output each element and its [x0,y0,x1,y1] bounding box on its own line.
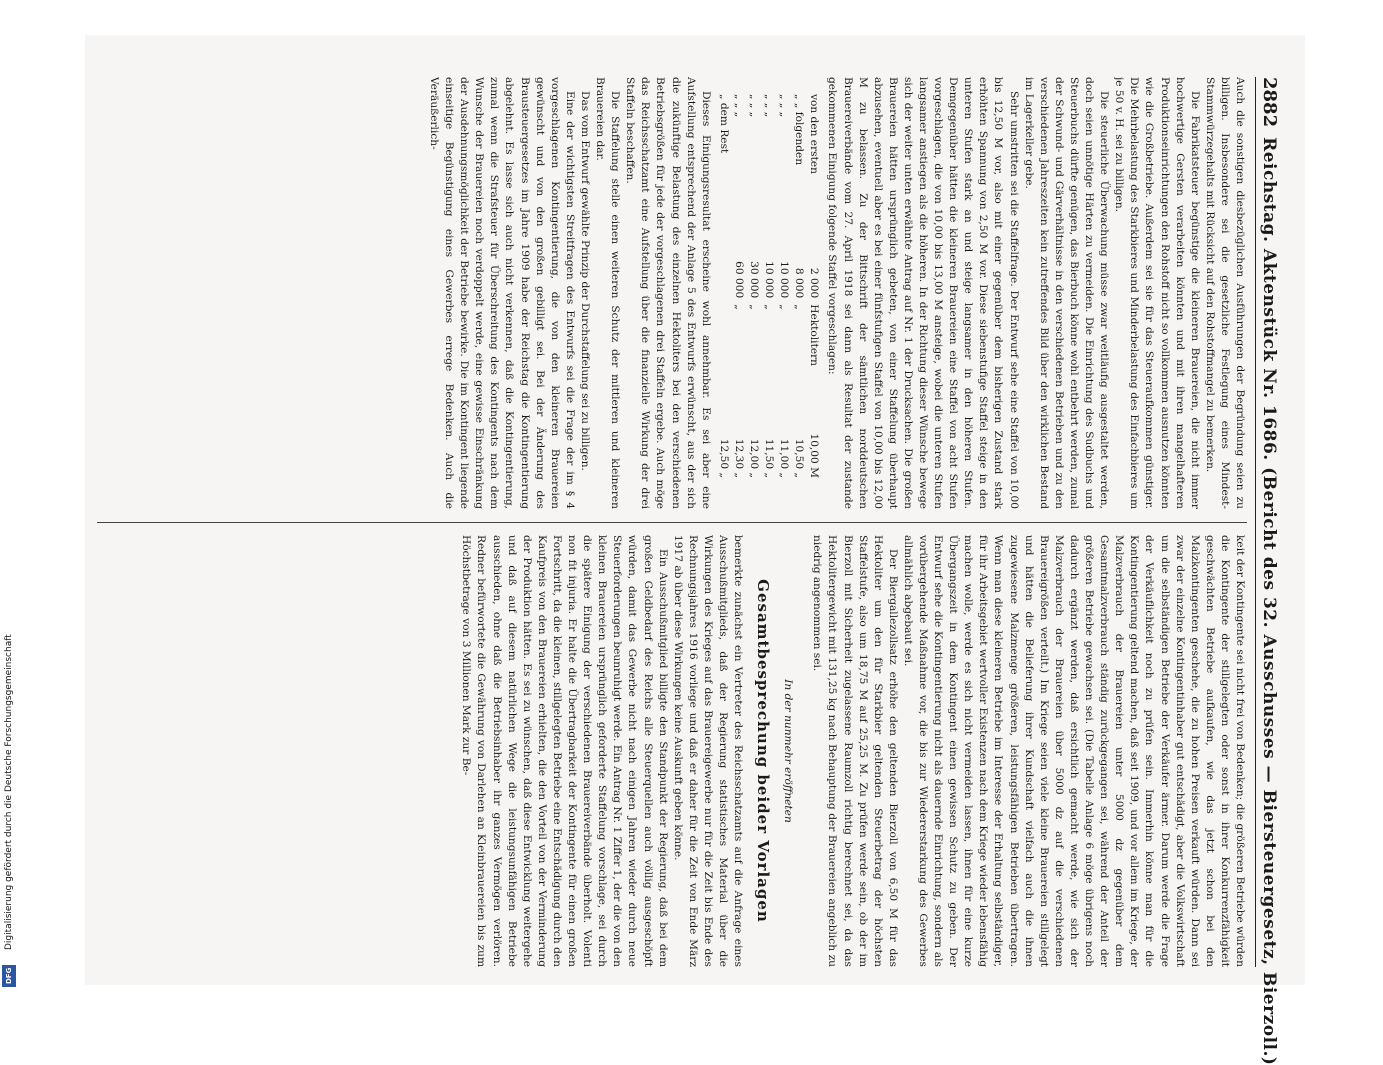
paragraph: Die Staffelung stelle einen weiteren Schutz der mittleren und kleineren Brauereien dar. [594,77,622,509]
staffel-label: „ „ folgenden [793,94,806,166]
staffel-amount: 30 000 [748,261,760,299]
rotated-page-content [88,77,1283,1065]
paragraph: Sehr umstritten sei die Staffelfrage. Der Entwurf sehe eine Staffel von 10,00 bis 12,50 M vor, also mit einer gegenüber dem bisherigen Zustand stark erhöhten Spannung von 2,50 M vor. Diese siebenstufige Staffel steige in den unteren Stufen stark an und steige langsamer in den höheren Stufen. Demgegenüber hätten die kleineren Brauereien eine Staffel von acht Stufen vorgeschlagen, die von 10,00 bis 13,00 M ansteige, wobei die unteren Stufen langsamer anstiegen als die höheren. In der Richtung dieser Wünsche bewege sich der weiter unten erwähnte Antrag auf Nr. 1 der Drucksachen. Die großen Brauereien hätten ursprünglich gebeten, von einer Staffelung überhaupt abzusehen, eventuell aber es bei einer fünfstufigen Staffel von 10,00 bis 12,00 M zu belassen. Zu der Bittschrift der sämtlichen norddeutschen Brauereiverbände vom 27. April 1918 sei dann als Resultat der zustande gekommenen Einigung folgende Staffel vorgeschlagen: [826,77,1020,509]
paragraph: Dieses Einigungsresultat erscheine wohl annehmbar. Es sei aber eine Aufstellung entsprechend der Anlage 5 des Entwurfs erwünscht, aus der sich die zukünftige Belastung des einzelnen Hektoliters bei den verschiedenen Betriebsgrößen für jede der vorgeschlagenen drei Staffeln ergebe. Auch möge das Reichsschatzamt eine Aufstellung über die finanzielle Wirkung der drei Staffeln beschaffen. [624,77,712,509]
staffel-row [791,91,806,481]
staffel-amount [716,235,731,301]
staffel-amount: 2 000 [808,267,821,299]
credit-text: Digitalisierung gefördert durch die Deutsche Forschungsgemeinschaft [4,634,14,950]
staffel-unit [716,301,731,415]
dfg-logo: DFG [2,965,16,987]
staffel-rate: 10,50 „ [793,438,806,478]
staffel-amount: 8 000 [793,267,806,299]
staffel-rate: 11,00 „ [778,438,791,478]
staffel-row [806,91,821,481]
paragraph: keit der Kontingente sei nicht frei von Bedenken; die größeren Betriebe würden die Kontingente der stillgelegten oder sonst in ihrer Konkurrenzfähigkeit geschwächten Betriebe aufkaufen, wie das jetzt schon bei den Malzkontingenten geschehe, die zu hohen Preisen verkauft würden. Dann sei zwar der einzelne Kontingentinhaber gut entschädigt, aber die Volkswirtschaft um die selbständigen Betriebe der Verkäufer ärmer. Darum werde die Frage der Verkäuflichkeit noch zu prüfen sein. Immerhin könne man für die Kontingentierung geltend machen, daß seit 1909, und vor allem im Kriege, der Malzverbrauch der Brauereien unter 5000 dz gegenüber dem Gesamtmalzverbrauch ständig zurückgegangen sei, während der Anteil der größeren Betriebe gewachsen sei. (Die Tabelle Anlage 6 möge übrigens noch dadurch ergänzt werden, daß ersichtlich gemacht werde, wie sich der Malzverbrauch der Brauereien über 5000 dz auf die verschiedenen Brauereigrößen verteilt.) Im Kriege seien viele kleine Brauereien stillgelegt und hätten die Belieferung ihrer Kundschaft vielfach auch die ihnen zugewiesene Malzmenge größeren, leistungsfähigen Betrieben übertragen. Wenn man diese kleineren Betriebe im Interesse der Erhaltung selbständiger, für ihr Arbeitsgebiet wertvoller Existenzen nach dem Kriege wieder lebensfähig machen wolle, werde es sich nicht vermeiden lassen, ihnen für eine kurze Übergangszeit in dem Kontingent einen gewissen Schutz zu geben. Der Entwurf sehe die Kontingentierung nicht als dauernde Einrichtung, sondern als vorübergehende Maßnahme vor, die bis zur Wiedererstarkung des Gewerbes allmählich abgebaut sei. [901,535,1246,967]
staffel-unit: „ [778,304,791,310]
staffel-unit: Hektolitern [808,304,821,366]
staffel-label: „ dem Rest [717,94,730,154]
staffel-label: von den ersten [808,94,821,174]
page-header [1255,77,1283,1065]
paragraph: bemerkte zunächst ein Vertreter des Reichsschatzamts auf die Anfrage eines Ausschußmitglieds, daß der Regierung statistisches Material über die Wirkungen des Krieges auf das Brauereigewerbe nur für die Zeit bis Ende des Rechnungsjahres 1916 vorliege und daß er daher für die Zeit von Ende März 1917 ab über diese Wirkungen keine Auskunft geben könne. [671,535,745,967]
staffel-amount: 10 000 [763,261,776,299]
left-column [92,77,1247,509]
staffel-label: „ „ „ [778,94,791,118]
staffel-label: „ „ „ [748,94,760,118]
paragraph: Die Fabrikatsteuer begünstige die kleineren Brauereien, die nicht immer hochwertige Gersten verarbeiten könnten und mit ihren mangelhafteren Produktionseinrichtungen den Rohstoff nicht so vollkommen ausnutzen könnten wie die Großbetriebe. Außerdem sei sie für das Steueraufkommen günstiger. Die Mehrbelastung des Starkbieres und Minderbelastung des Einfachbieres um je 50 v. H. sei zu billigen. [1113,77,1201,509]
staffel-table [716,91,822,481]
paragraph: Ein Ausschußmitglied billigte den Standpunkt der Regierung, daß bei dem großen Geldbedarf des Reichs alle Steuerquellen auch völlig ausgeschöpft würden, damit das Gewerbe nicht nach einigen Jahren wieder durch neue Steuerforderungen beunruhigt werde. Ein Antrag Nr. 1 Ziffer 1, der die von den kleinen Brauereien ursprünglich geforderte Staffelung vorschlage, sei durch die spätere Einigung der verschiedenen Brauereiverbände überholt. Volenti non fit injuria. Er halte die Übertragbarkeit der Kontingente für einen großen Fortschritt, da die kleinen, stillgelegten Betriebe eine Entschädigung durch den Kaufpreis von den Brauereien erhielten, die den Vorteil von der Verminderung der Produktion hätten. Es sei zu wünschen, daß diese Entwicklung weitergehe und daß auf diesem natürlichen Wege die leistungsunfähigen Betriebe ausschieden, ohne daß die Betriebsinhaber ihr ganzes Vermögen verlören. Redner befürwortete die Gewährung von Darlehen an Kleinbrauereien bis zum Höchstbetrage von 3 Millionen Mark zur Be- [460,535,669,967]
paragraph: Eine der wichtigsten Streitfragen des Entwurfs sei die Frage der im § 4 vorgeschlagenen Kontingentierung, die von den kleineren Brauereien gewünscht und von den großen gebilligt sei. Bei der Änderung des Brausteuergesetzes im Jahre 1909 habe der Reichstag die Kontingentierung abgelehnt. Es lasse sich auch nicht verkennen, daß die Kontingentierung, zumal wenn die Strafsteuer für Überschreitung des Kontingents nach dem Wunsche der Brauereien noch verdoppelt werde, eine gewisse Einschränkung der Ausdehnungsmöglichkeit der Betriebe bewirke. Die im Kontingent liegende einseitige Begünstigung eines Gewerbes errege Bedenken. Auch die Veräußerlich- [428,77,576,509]
paragraph: Der Biergallezollsatz erhöhe den geltenden Bierzoll von 6,50 M für das Hektoliter um den für Starkbier geltenden Steuerbetrag der höchsten Staffelstufe, also um 18,75 M auf 25,25 M. Zu prüfen werde sein, ob der im Bierzoll mit Sicherheit zugelassene Raumzoll richtig berechnet sei, da das Hektolitergewicht mit 131,25 kg nach Behauptung der Brauereien angeblich zu niedrig angenommen sei. [811,535,899,967]
staffel-unit: „ [732,304,745,310]
staffel-amount: 10 000 [778,261,791,299]
staffel-label: „ „ „ [732,94,745,118]
column-divider [97,522,1247,523]
paragraph: Auch die sonstigen diesbezüglichen Ausführungen der Begründung seien zu billigen. Insbesondere sei die gesetzliche Festlegung eines Mindest-Stammwürzegehalts mit Rücksicht auf den Rohstoffmangel zu bemerken. [1203,77,1246,509]
staffel-rate: 12,30 „ [732,438,745,478]
paragraph: Die steuerliche Überwachung müsse zwar weitläufig ausgestaltet werden, doch seien unnötige Härten zu vermeiden. Die Einrichtung des Sudbuchs und Steuerbuchs dürfte genügen, das Bierbuch könne wohl entbehrt werden, zumal der Schwund- und Gärverhältnisse in den verschiedenen Betrieben und zu den verschiedenen Jahreszeiten kein zutreffendes Bild über den wirklichen Bestand im Lagerkeller gebe. [1022,77,1111,509]
staffel-rate: 10,00 M [808,433,821,478]
staffel-row [731,91,746,481]
staffel-rate: 11,50 „ [763,438,776,478]
staffel-unit: „ [763,304,776,310]
staffel-row [716,91,731,481]
staffel-rate: 12,50 „ [717,438,730,478]
staffel-row [776,91,791,481]
opening-line: In der nunmehr eröffneten [782,679,795,823]
staffel-unit: „ [748,304,760,310]
staffel-rate: 12,00 „ [748,438,760,478]
staffel-amount: 60 000 [732,261,745,299]
page-number: 2882 [1259,77,1280,128]
staffel-row [746,91,761,481]
staffel-unit: „ [793,304,806,310]
staffel-label: „ „ „ [763,94,776,118]
staffel-row [761,91,776,481]
paragraph: Das vom Entwurf gewählte Prinzip der Durchstaffelung sei zu billigen. [578,91,591,471]
right-column [92,535,1247,967]
digitization-credit [4,190,16,1000]
running-title: Reichstag. Aktenstück Nr. 1686. (Bericht des 32. Ausschusses — Biersteuergesetz, Bierzoll.) [1259,137,1279,1065]
section-heading: Gesamtbesprechung beider Vorlagen [754,579,773,923]
